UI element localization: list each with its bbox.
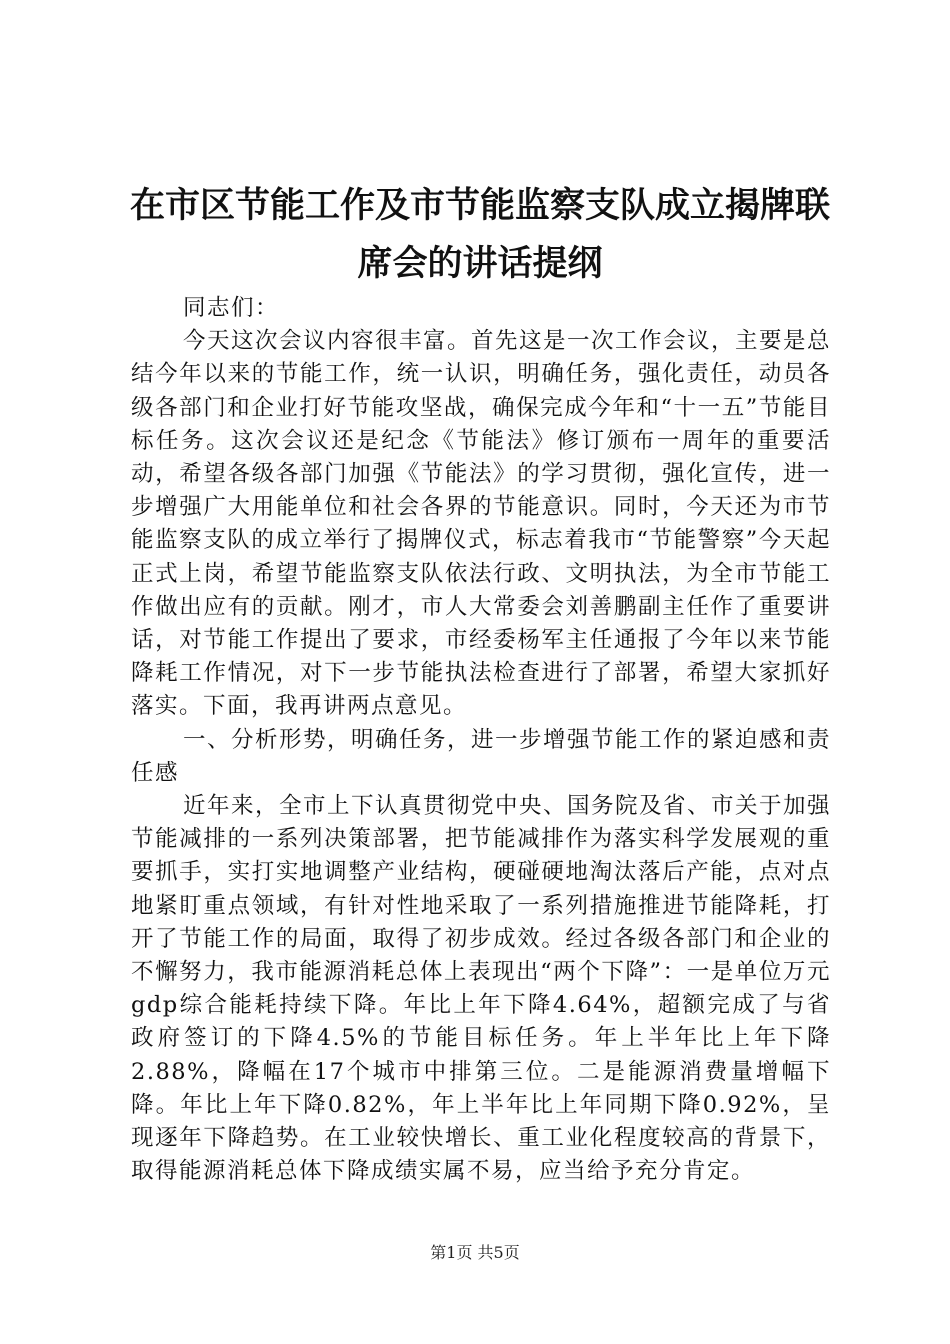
body-paragraph-situation: 近年来，全市上下认真贯彻党中央、国务院及省、市关于加强节能减排的一系列决策部署，把节能减排作为落实科学发展观的重要抓手，实打实地调整产业结构，硬碰硬地淘汰落后产能，点对点地紧盯重点领域，有针对性地采取了一系列措施推进节能降耗，打开了节能工作的局面，取得了初步成效。经过各级各部门和企业的不懈努力，我市能源消耗总体上表现出“两个下降”：一是单位万元gdp综合能耗持续下降。年比上年下降4.64%，超额完成了与省政府签订的下降4.5%的节能目标任务。年上半年比上年下降2.88%，降幅在17个城市中排第三位。二是能源消费量增幅下降。年比上年下降0.82%，年上半年比上年同期下降0.92%，呈现逐年下降趋势。在工业较快增长、重工业化程度较高的背景下，取得能源消耗总体下降成绩实属不易，应当给予充分肯定。 [131,793,832,1185]
page-number-footer: 第1页 共5页 [430,1243,520,1262]
document-body [131,292,831,1188]
body-paragraph-intro: 今天这次会议内容很丰富。首先这是一次工作会议，主要是总结今年以来的节能工作，统一认识，明确任务，强化责任，动员各级各部门和企业打好节能攻坚战，确保完成今年和“十一五”节能目标任务。这次会议还是纪念《节能法》修订颁布一周年的重要活动，希望各级各部门加强《节能法》的学习贯彻，强化宣传，进一步增强广大用能单位和社会各界的节能意识。同时，今天还为市节能监察支队的成立举行了揭牌仪式，标志着我市“节能警察”今天起正式上岗，希望节能监察支队依法行政、文明执法，为全市节能工作做出应有的贡献。刚才，市人大常委会刘善鹏副主任作了重要讲话，对节能工作提出了要求，市经委杨军主任通报了今年以来节能降耗工作情况，对下一步节能执法检查进行了部署，希望大家抓好落实。下面，我再讲两点意见。 [131,328,832,720]
salutation-paragraph: 同志们： [183,295,280,321]
document-title-line-1: 在市区节能工作及市节能监察支队成立揭牌联 [129,186,830,226]
section-heading-1: 一、分析形势，明确任务，进一步增强节能工作的紧迫感和责任感 [131,726,832,786]
document-title-line-2: 席会的讲话提纲 [357,244,603,284]
